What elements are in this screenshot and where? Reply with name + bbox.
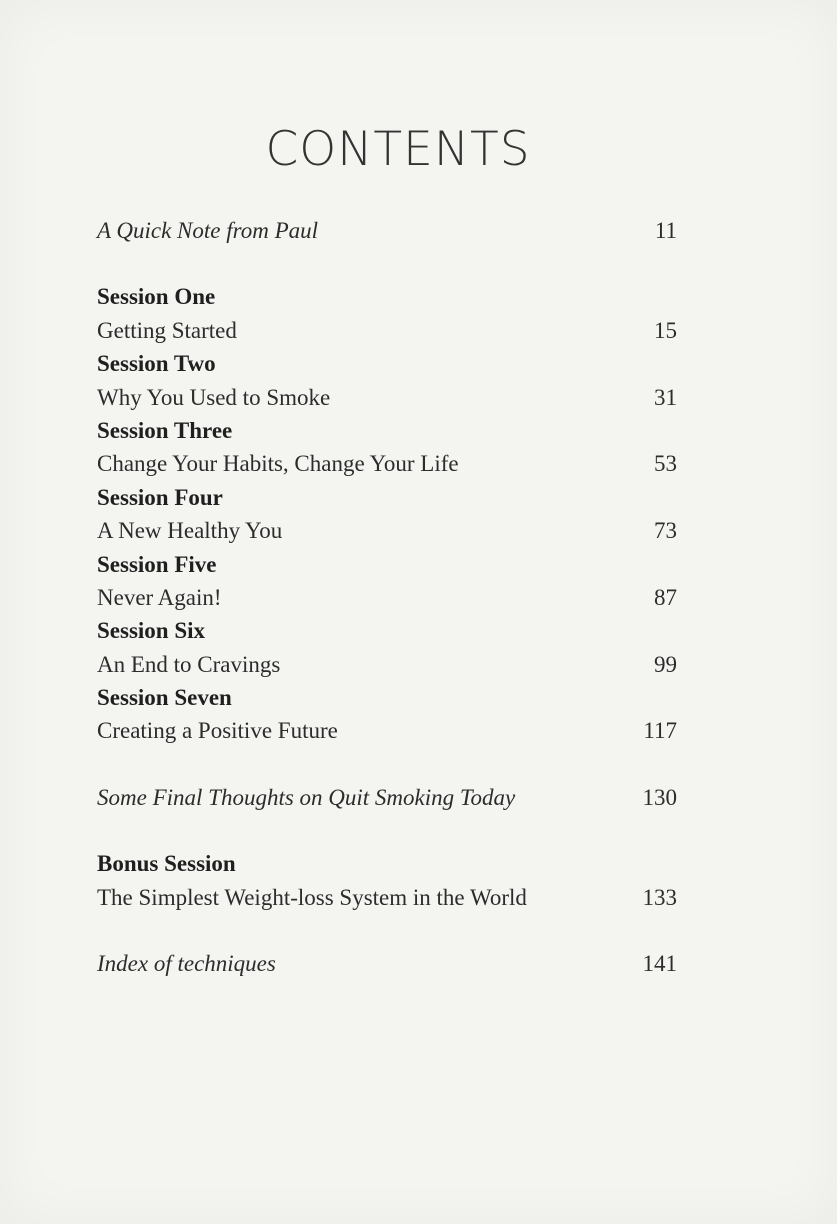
toc-page-number: 87 xyxy=(654,584,677,610)
toc-page-number: 133 xyxy=(642,884,677,910)
toc-entry-title: Getting Started xyxy=(97,317,237,343)
section-spacer xyxy=(97,914,677,947)
toc-entry-index[interactable] xyxy=(97,947,677,980)
session-heading-5 xyxy=(97,548,677,581)
toc-entry-title: Index of techniques xyxy=(97,951,276,977)
toc-entry-title: Why You Used to Smoke xyxy=(97,384,331,410)
toc-page-number: 130 xyxy=(642,784,677,810)
toc-entry-session-7[interactable] xyxy=(97,714,677,747)
toc-entry-title: Creating a Positive Future xyxy=(97,718,338,744)
toc-entry-title: Change Your Habits, Change Your Life xyxy=(97,451,459,477)
toc-page-number: 15 xyxy=(654,317,677,343)
session-heading: Bonus Session xyxy=(97,851,236,877)
bonus-session-heading xyxy=(97,847,677,880)
toc-entry-session-5[interactable] xyxy=(97,581,677,614)
toc-page-number: 99 xyxy=(654,651,677,677)
session-heading: Session One xyxy=(97,284,216,310)
session-heading: Session Two xyxy=(97,351,216,377)
session-heading-7 xyxy=(97,681,677,714)
session-heading-4 xyxy=(97,481,677,514)
section-spacer xyxy=(97,814,677,847)
session-heading: Session Five xyxy=(97,551,217,577)
toc-page-number: 73 xyxy=(654,518,677,544)
toc-page-number: 117 xyxy=(643,718,677,744)
toc-page-number: 31 xyxy=(654,384,677,410)
toc-entry-final-thoughts[interactable] xyxy=(97,781,677,814)
section-spacer xyxy=(97,247,677,280)
session-heading-2 xyxy=(97,347,677,380)
toc-entry-session-4[interactable] xyxy=(97,514,677,547)
toc-entry-session-6[interactable] xyxy=(97,648,677,681)
section-spacer xyxy=(97,748,677,781)
toc-page-number: 53 xyxy=(654,451,677,477)
session-heading: Session Seven xyxy=(97,685,232,711)
toc-page-number: 141 xyxy=(642,951,677,977)
toc-entry-session-2[interactable] xyxy=(97,381,677,414)
toc-entry-bonus[interactable] xyxy=(97,881,677,914)
table-of-contents xyxy=(97,214,677,980)
toc-entry-title: The Simplest Weight-loss System in the World xyxy=(97,884,527,910)
toc-entry-session-3[interactable] xyxy=(97,447,677,480)
session-heading: Session Three xyxy=(97,417,233,443)
session-heading: Session Four xyxy=(97,484,223,510)
toc-entry-title: Never Again! xyxy=(97,584,222,610)
toc-entry-title: A Quick Note from Paul xyxy=(97,218,319,243)
toc-entry-title: An End to Cravings xyxy=(97,651,281,677)
session-heading-1 xyxy=(97,280,677,313)
toc-page-number: 11 xyxy=(654,218,677,243)
page-title: CONTENTS xyxy=(265,122,531,177)
session-heading-3 xyxy=(97,414,677,447)
session-heading-6 xyxy=(97,614,677,647)
session-heading: Session Six xyxy=(97,618,206,644)
toc-entry-intro[interactable] xyxy=(97,214,677,247)
toc-entry-title: A New Healthy You xyxy=(97,518,283,544)
toc-entry-session-1[interactable] xyxy=(97,314,677,347)
toc-entry-title: Some Final Thoughts on Quit Smoking Today xyxy=(97,784,516,810)
